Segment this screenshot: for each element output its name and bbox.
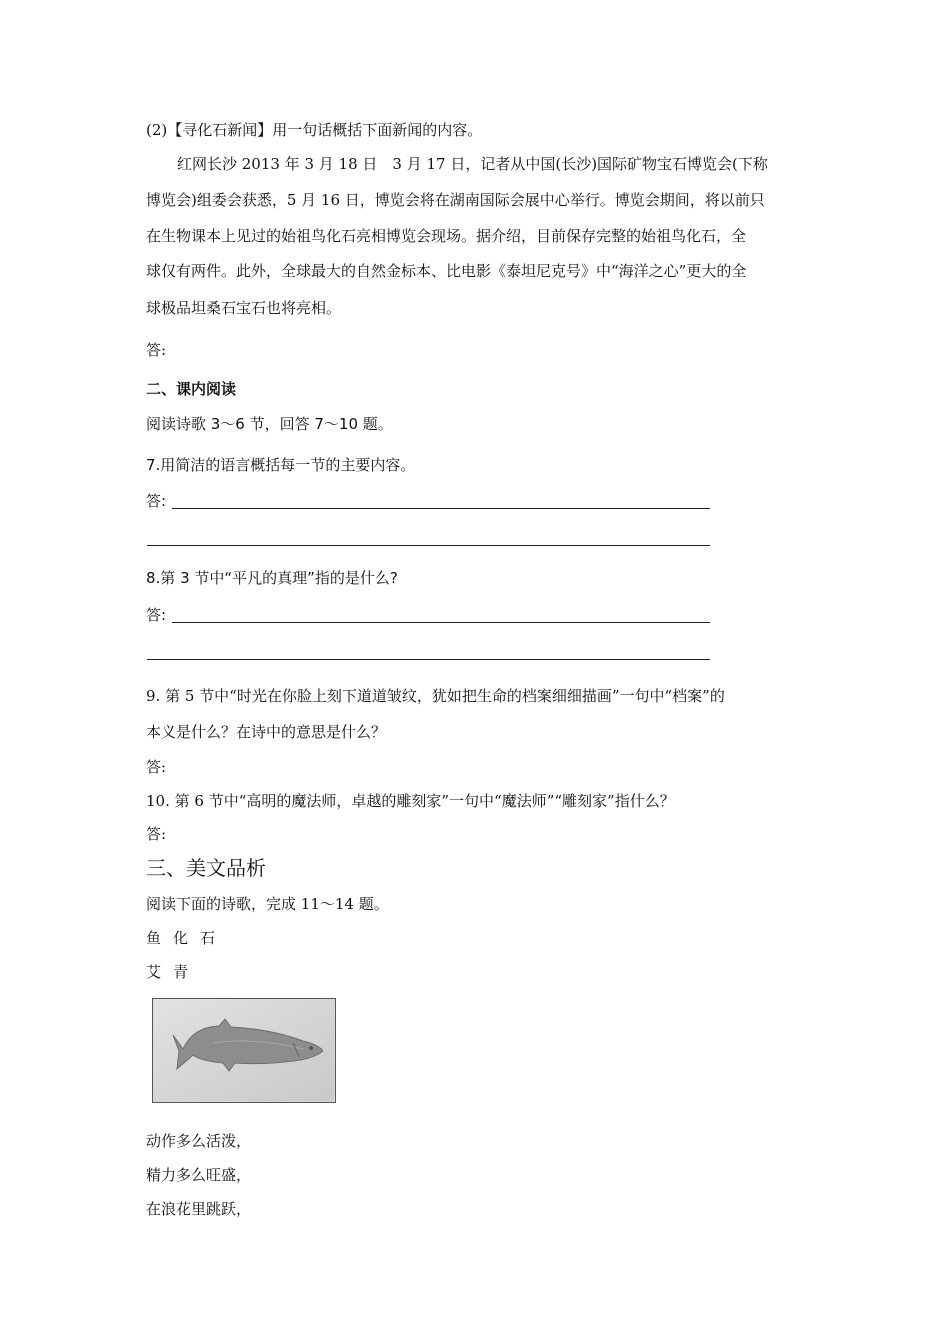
q9-line-1: 9. 第 5 节中“时光在你脸上刻下道道皱纹，犹如把生命的档案细细描画”一句中“档案”的 — [146, 687, 725, 705]
poem-line-1: 动作多么活泼， — [146, 1132, 252, 1150]
poem-author: 艾青 — [146, 963, 201, 981]
poem-title: 鱼化石 — [146, 929, 228, 947]
poem-line-2: 精力多么旺盛， — [146, 1166, 252, 1184]
q8-answer-line-2[interactable] — [147, 659, 710, 660]
q2-answer-label: 答: — [146, 341, 167, 359]
q2-prompt: (2)【寻化石新闻】用一句话概括下面新闻的内容。 — [146, 121, 483, 139]
news-line-5: 球极品坦桑石宝石也将亮相。 — [146, 299, 342, 317]
q8-answer-line-1[interactable] — [172, 622, 710, 623]
news-line-3: 在生物课本上见过的始祖鸟化石亮相博览会现场。据介绍，目前保存完整的始祖鸟化石，全 — [146, 227, 747, 245]
q9-line-2: 本义是什么？在诗中的意思是什么？ — [146, 723, 387, 741]
q8-text: 8.第 3 节中“平凡的真理”指的是什么? — [146, 569, 398, 587]
fish-fossil-icon — [153, 999, 334, 1101]
section2-instruction: 阅读诗歌 3～6 节，回答 7～10 题。 — [146, 415, 393, 433]
news-line-4: 球仅有两件。此外，全球最大的自然金标本、比电影《泰坦尼克号》中“海洋之心”更大的全 — [146, 262, 747, 280]
section2-heading: 二、课内阅读 — [146, 380, 237, 398]
q10-text: 10. 第 6 节中“高明的魔法师，卓越的雕刻家”一句中“魔法师”“雕刻家”指什么？ — [146, 792, 675, 810]
q10-answer-label: 答: — [146, 825, 167, 843]
news-line-2: 博览会)组委会获悉，5 月 16 日，博览会将在湖南国际会展中心举行。博览会期间，将以前只 — [146, 191, 765, 209]
section3-heading: 三、美文品析 — [146, 856, 266, 880]
section3-instruction: 阅读下面的诗歌，完成 11～14 题。 — [146, 895, 389, 913]
q7-answer-label: 答: — [146, 492, 167, 510]
q9-answer-label: 答: — [146, 758, 167, 776]
poem-line-3: 在浪花里跳跃， — [146, 1200, 252, 1218]
fish-fossil-image — [152, 998, 336, 1103]
news-line-1: 红网长沙 2013 年 3 月 18 日 3 月 17 日，记者从中国(长沙)国际矿物宝石博览会(下称 — [177, 155, 768, 173]
q8-answer-label: 答: — [146, 606, 167, 624]
q7-text: 7.用简洁的语言概括每一节的主要内容。 — [146, 456, 416, 474]
q7-answer-line-1[interactable] — [172, 508, 710, 509]
q7-answer-line-2[interactable] — [147, 545, 710, 546]
